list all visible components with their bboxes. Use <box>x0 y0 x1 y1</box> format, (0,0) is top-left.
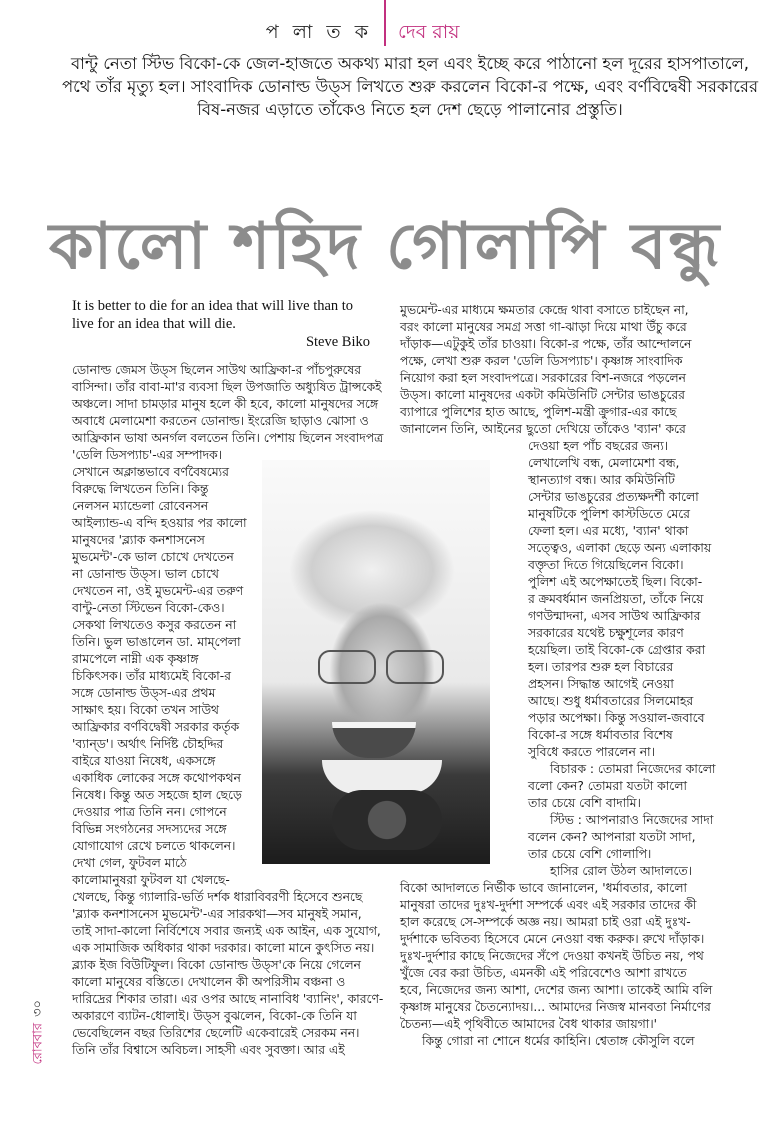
text-line: জানালেন তিনি, আইনের ছুতো দেখিয়ে তাঁকেও 'ব্যান' করে <box>400 422 686 436</box>
right-column-beside-photo <box>528 438 715 880</box>
text-line: বিকো আদালতে নির্ভীক ভাবে জানালেন, 'ধর্মাবতার, কালো <box>400 881 687 895</box>
author-name: দেব রায় <box>398 21 460 43</box>
standfirst: বান্টু নেতা স্টিভ বিকো-কে জেল-হাজতে অকথ্য মারা হল এবং ইচ্ছে করে পাঠানো হল দূরের হাসপাতালে, পথে তাঁর মৃত্যু হল। সাংবাদিক ডোনাল্ড উড্‌স লিখতে শুরু করলেন বিকো-র পক্ষে, এবং বর্ণবিদ্বেষী সরকারের বিষ-নজর এড়াতে তাঁকেও নিতে হল দেশ ছেড়ে পালানোর প্রস্তুতি। <box>61 54 759 119</box>
text-line: ব্ল্যাক ইজ বিউটিফুল। বিকো ডোনাল্ড উড্‌স'কে নিয়ে গেলেন <box>72 958 361 972</box>
text-line: বলেন কেন? আপনারা যতটা সাদা, <box>528 830 696 844</box>
text-line: তার চেয়ে বেশি গোলাপি। <box>528 847 652 861</box>
text-line: বাসিন্দা। তাঁর বাবা-মা'র ব্যবসা ছিল উপজাতি অধ্যুষিত ট্রান্সকেই <box>72 380 382 394</box>
text-line: মুভমেন্ট-এর মাধ্যমে ক্ষমতার কেন্দ্রে থাবা বসাতে চাইছেন না, <box>400 303 689 317</box>
text-line: তার চেয়ে বেশি বাদামি। <box>528 796 641 810</box>
text-line: দেখতেন না, ওই মুভমেন্ট-এর তরুণ <box>72 584 244 598</box>
text-line: মানুষদের 'ব্ল্যাক কনশাসনেস <box>72 533 205 547</box>
left-column-top <box>72 362 383 464</box>
text-line: বরং কালো মানুষের সমগ্র সত্তা গা-ঝাড়া দিয়ে মাথা উঁচু করে <box>400 320 687 334</box>
left-column-bottom <box>72 889 383 1059</box>
text-line: ব্যাপারে পুলিশের হাত আছে, পুলিশ-মন্ত্রী ক্রুগার-এর কাছে <box>400 405 677 419</box>
text-line: গণউন্মাদনা, এসব সাউথ আফ্রিকার <box>528 609 701 623</box>
text-line: বলো কেন? তোমরা যতটা কালো <box>528 779 687 793</box>
text-line: 'ডেলি ডিসপ্যাচ'-এর সম্পাদক। <box>72 448 223 462</box>
text-line: দুঃখ-দুর্দশার কাছে নিজেদের সঁপে দেওয়া কখনই উচিত নয়, পথ <box>400 949 704 963</box>
text-line: সাক্ষাৎ হয়। বিকো তখন সাউথ <box>72 703 219 717</box>
text-line: হয়েছিল। তাই বিকো-কে গ্রেপ্তার করা <box>528 643 706 657</box>
text-line: একাধিক লোকের সঙ্গে কথোপকথন <box>72 771 241 785</box>
text-line: স্টিভ : আপনারাও নিজেদের সাদা <box>550 813 714 827</box>
text-line: পড়ার অপেক্ষা। কিন্তু সওয়াল-জবাবে <box>528 711 705 725</box>
text-line: হবে, নিজেদের জন্য আশা, দেশের জন্য আশা। তাকেই আমি বলি <box>400 983 713 997</box>
text-line: মানুষরা তাদের দুঃখ-দুর্দশা সম্পর্কে এবং এই সরকার তাদের কী <box>400 898 697 912</box>
text-line: ভেবেছিলেন বছর তিরিশের ছেলেটি একেবারেই সেরকম নন। <box>72 1026 360 1040</box>
text-line: তিনি। ভুল ভাঙালেন ডা. মাম্‌পেলা <box>72 635 241 649</box>
text-line: র ক্রমবর্ধমান জনপ্রিয়তা, তাঁকে নিয়ে <box>528 592 704 606</box>
text-line: সুবিধে করতে পারলেন না। <box>528 745 656 759</box>
text-line: এক সামাজিক অধিকার থাকা দরকার। কালো মানে কুৎসিত নয়। <box>72 941 375 955</box>
text-line: অকারণে ব্যাটন-ধোলাই। উড্‌স বুঝলেন, বিকো-কে তিনি যা <box>72 1009 357 1023</box>
text-line: দুর্দশাকে ভবিতব্য হিসেবে মেনে নেওয়া বন্ধ করুক। রুখে দাঁড়াক। <box>400 932 705 946</box>
text-line: সেখানে অক্লান্তভাবে বর্ণবৈষম্যের <box>72 465 229 479</box>
text-line: দাঁড়াক—এটুকুই তাঁর চাওয়া। বিকো-র পক্ষে, তাঁর আন্দোলনে <box>400 337 692 351</box>
epigraph-quote: It is better to die for an idea that will live than to live for an idea that will die. <box>72 298 354 332</box>
text-line: কিন্তু গোরা না শোনে ধর্মের কাহিনি। শ্বেতাঙ্গ কৌসুলি বলে <box>422 1034 695 1048</box>
right-column-bottom <box>400 880 712 1050</box>
text-line: সেকথা লিখতেও কসুর করতেন না <box>72 618 237 632</box>
text-line: সত্ত্বেও, এলাকা ছেড়ে অন্য এলাকায় <box>528 541 712 555</box>
text-line: বাইরে যাওয়া নিষেধ, একসঙ্গে <box>72 754 216 768</box>
text-line: বক্তৃতা দিতে গিয়েছিলেন বিকো। <box>528 558 684 572</box>
text-line: যোগাযোগ রেখে চলতে থাকলেন। <box>72 839 236 853</box>
text-line: চিকিৎসক। তাঁর মাধ্যমেই বিকো-র <box>72 669 231 683</box>
text-line: খুঁজে বের করা উচিত, এমনকী এই পরিবেশেও আশা রাখতে <box>400 966 687 980</box>
text-line: আফ্রিকান ভাষা অনর্গল বলতেন তিনি। পেশায় ছিলেন সংবাদপত্র <box>72 431 384 445</box>
text-line: হল। তারপর শুরু হল বিচারের <box>528 660 674 674</box>
text-line: ডোনাল্ড জেমস উড্‌স ছিলেন সাউথ আফ্রিকা-র পাঁচপুরুষের <box>72 363 362 377</box>
text-line: মুভমেন্ট'-কে ভাল চোখে দেখতেন <box>72 550 234 564</box>
photo-collar <box>322 760 442 794</box>
text-line: আছে। শুধু ধর্মাবতারের সিলমোহর <box>528 694 694 708</box>
text-line: কালো মানুষের বস্তিতে। দেখালেন কী অপরিসীম বঞ্চনা ও <box>72 975 346 989</box>
text-line: দেওয়ার পাত্র তিনি নন। গোপনে <box>72 805 227 819</box>
text-line: সরকারের যথেষ্ট চক্ষুশূলের কারণ <box>528 626 684 640</box>
text-line: না ডোনাল্ড উড্‌স। ভাল চোখে <box>72 567 219 581</box>
page-footer <box>22 985 56 1065</box>
text-line: প্রহসন। সিদ্ধান্ত আগেই নেওয়া <box>528 677 674 691</box>
text-line: কৃষ্ণাঙ্গ মানুষের চৈতন্যোদয়।... আমাদের নিজস্ব মানবতা নির্মাণের <box>400 1000 711 1014</box>
text-line: সঙ্গে ডোনাল্ড উড্‌স-এর প্রথম <box>72 686 216 700</box>
text-line: কালোমানুষরা ফুটবল যা খেলছে- <box>72 873 230 887</box>
text-line: বান্টু-নেতা স্টিভেন বিকো-কেও। <box>72 601 225 615</box>
text-line: 'ব্ল্যাক কনশাসনেস মুভমেন্ট'-এর সারকথা—সব মানুষই সমান, <box>72 907 362 921</box>
photo-donald-woods <box>262 460 490 864</box>
text-line: আফ্রিকার বর্ণবিদ্বেষী সরকার কর্তৃক <box>72 720 240 734</box>
text-line: অবাধে মেলামেশা করতেন ডোনাল্ড। ইংরেজি ছাড়াও ঝোসা ও <box>72 414 369 428</box>
magazine-name: রোববার <box>30 1022 46 1065</box>
header-divider <box>384 0 386 46</box>
text-line: দেখা গেল, ফুটবল মাঠে <box>72 856 187 870</box>
text-line: নেলসন ম্যান্ডেলা রোবেনসন <box>72 499 209 513</box>
text-line: বিচারক : তোমরা নিজেদের কালো <box>550 762 716 776</box>
left-column-beside-photo <box>72 464 247 889</box>
section-label: প লা ত ক <box>265 21 372 43</box>
text-line: দারিদ্রের শিকার তারা। এর ওপর আছে নানাবিধ 'ব্যানিং', কারণে- <box>72 992 384 1006</box>
text-line: খেলছে, কিন্তু গ্যালারি-ভর্তি দর্শক ধারাবিবরণী হিসেবে শুনছে <box>72 890 363 904</box>
page-number: ৩০ <box>30 1000 46 1017</box>
text-line: স্থানত্যাগ বন্ধ। আর কমিউনিটি <box>528 473 675 487</box>
text-line: হাল করেছে সে-সম্পর্কে অজ্ঞ নয়। আমরা চাই ওরা এই দুঃখ- <box>400 915 691 929</box>
text-line: নিষেধ। কিন্তু অত সহজে হাল ছেড়ে <box>72 788 242 802</box>
photo-smile <box>332 722 416 758</box>
photo-bow-tie <box>332 790 442 850</box>
text-line: অঞ্চলে। সাদা চামড়ার মানুষ হলে কী হবে, কালো মানুষদের সঙ্গে <box>72 397 379 411</box>
text-line: বিরুদ্ধে লিখতেন তিনি। কিন্তু <box>72 482 209 496</box>
text-line: মানুষটিকে পুলিশ কাস্টডিতে মেরে <box>528 507 690 521</box>
text-line: বিভিন্ন সংগঠনের সদস্যদের সঙ্গে <box>72 822 227 836</box>
text-line: রামপেলে নাম্নী এক কৃষ্ণাঙ্গ <box>72 652 199 666</box>
text-line: আইল্যান্ড-এ বন্দি হওয়ার পর কালো <box>72 516 247 530</box>
text-line: ফেলা হল। এর মধ্যে, 'ব্যান' থাকা <box>528 524 689 538</box>
right-column-top <box>400 302 691 438</box>
photo-glasses <box>310 650 450 684</box>
text-line: 'ব্যান্‌ড'। অর্থাৎ নির্দিষ্ট চৌহদ্দির <box>72 737 224 751</box>
text-line: তিনি তাঁর বিশ্বাসে অবিচল। সাহসী এবং সুবক্তা। আর এই <box>72 1043 345 1057</box>
epigraph-author: Steve Biko <box>305 334 370 350</box>
text-line: দেওয়া হল পাঁচ বছরের জন্য। <box>528 439 669 453</box>
text-line: পুলিশ এই অপেক্ষাতেই ছিল। বিকো- <box>528 575 703 589</box>
text-line: তাই সাদা-কালো নির্বিশেষে সবার জন্যই এক আইন, এক সুযোগ, <box>72 924 381 938</box>
text-line: লেখালেখি বন্ধ, মেলামেশা বন্ধ, <box>528 456 680 470</box>
text-line: উড্‌স। কালো মানুষদের একটা কমিউনিটি সেন্টার ভাঙচুরের <box>400 388 685 402</box>
text-line: পক্ষে, লেখা শুরু করল 'ডেলি ডিসপ্যাচ'। কৃষ্ণাঙ্গ সাংবাদিক <box>400 354 683 368</box>
text-line: হাসির রোল উঠল আদালতে। <box>550 864 693 878</box>
text-line: নিয়োগ করা হল সংবাদপত্রে। সরকারের বিশ-নজরে পড়লেন <box>400 371 686 385</box>
text-line: সেন্টার ভাঙচুরের প্রত্যক্ষদর্শী কালো <box>528 490 699 504</box>
article-title: কালো শহিদ গোলাপি বন্ধু <box>48 210 722 284</box>
text-line: বিকো-র সঙ্গে ধর্মাবতার বিশেষ <box>528 728 673 742</box>
text-line: চৈতন্য—এই পৃথিবীতে আমাদের বৈধ থাকার জায়গা।' <box>400 1017 657 1031</box>
